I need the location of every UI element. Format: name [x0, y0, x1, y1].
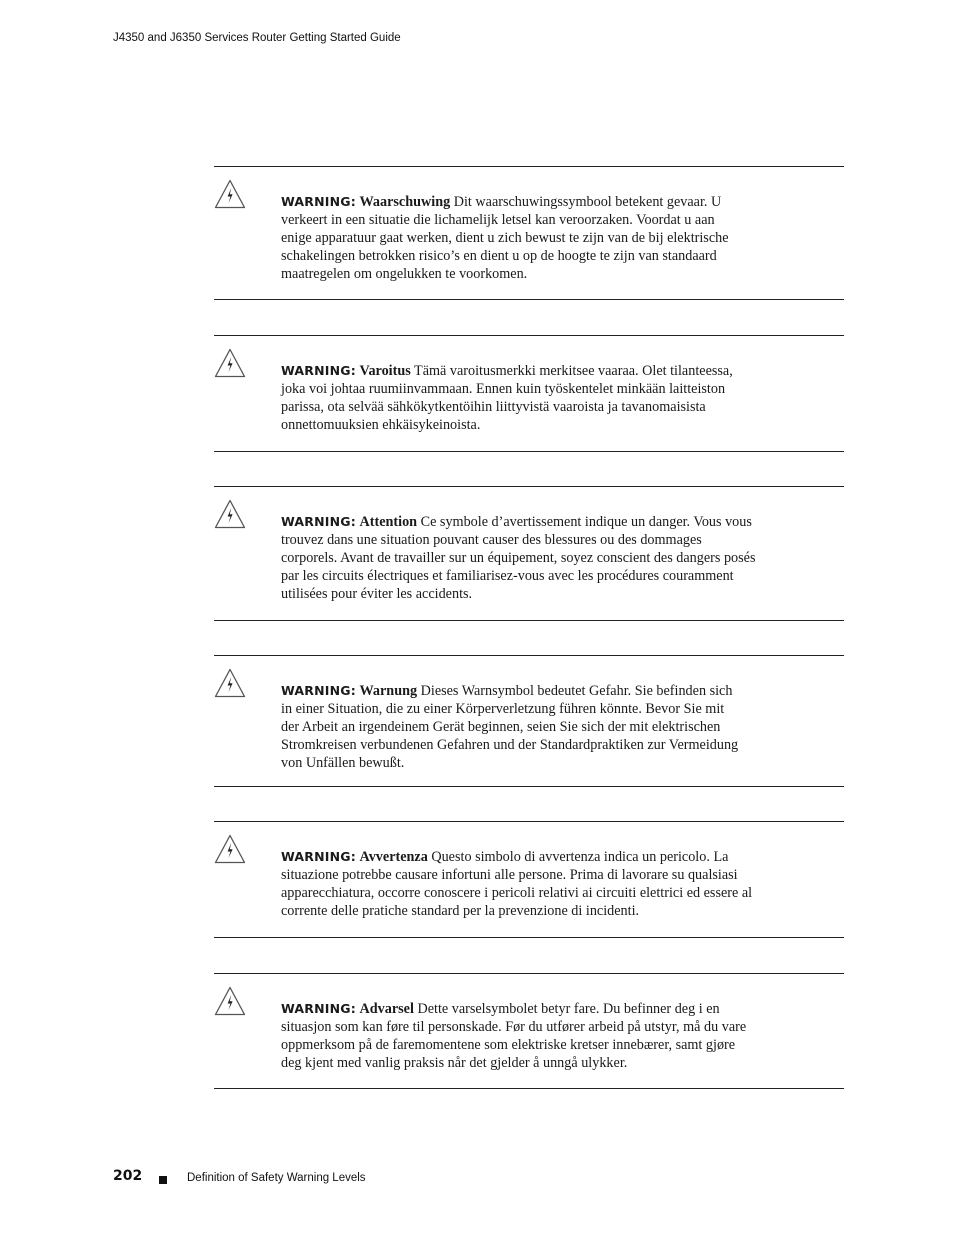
warning-language: Warnung	[359, 683, 418, 699]
warning-line: schakelingen betrokken risico’s en dient u op de hoogte te zijn van standaard	[281, 248, 717, 265]
page-number: 202	[113, 1168, 143, 1184]
warning-line: parissa, ota selvää sähkökytkentöihin liittyvistä vaaroista ja tavanomaisista	[281, 399, 706, 416]
warning-line: apparecchiatura, occorre conoscere i pericoli relativi ai circuiti elettrici ed essere al	[281, 885, 753, 902]
warning-box-finnish	[214, 335, 844, 452]
warning-label: WARNING:	[281, 683, 356, 698]
warning-box-dutch	[214, 166, 844, 300]
warning-line: Dit waarschuwingssymbool betekent gevaar. U	[450, 194, 722, 210]
warning-text	[281, 1000, 848, 1072]
warning-language: Waarschuwing	[359, 194, 451, 210]
footer-section-title: Definition of Safety Warning Levels	[187, 1172, 366, 1184]
warning-box-french	[214, 486, 844, 621]
warning-line: maatregelen om ongelukken te voorkomen.	[281, 266, 528, 283]
warning-language: Advarsel	[359, 1001, 414, 1017]
warning-language: Varoitus	[359, 363, 411, 379]
warning-line: Ce symbole d’avertissement indique un danger. Vous vous	[417, 514, 752, 530]
warning-line: in einer Situation, die zu einer Körperverletzung führen könnte. Bevor Sie mit	[281, 701, 725, 718]
warning-box-norwegian	[214, 973, 844, 1089]
electrical-hazard-icon	[214, 179, 246, 209]
warning-language: Avvertenza	[359, 849, 428, 865]
warning-line: der Arbeit an irgendeinem Gerät beginnen, seien Sie sich der mit elektrischen	[281, 719, 721, 736]
warning-text	[281, 513, 848, 603]
warning-label: WARNING:	[281, 363, 356, 378]
warning-line: par les circuits électriques et familiarisez-vous avec les procédures couramment	[281, 568, 734, 585]
running-header: J4350 and J6350 Services Router Getting Started Guide	[113, 32, 401, 44]
warning-line: joka voi johtaa ruumiinvammaan. Ennen kuin työskentelet minkään laitteiston	[281, 381, 726, 398]
warning-line: onnettomuuksien ehkäisykeinoista.	[281, 417, 481, 434]
square-bullet-icon	[159, 1176, 167, 1184]
warning-line: utilisées pour éviter les accidents.	[281, 586, 473, 603]
warning-line: Questo simbolo di avvertenza indica un pericolo. La	[427, 849, 729, 865]
warning-line: verkeert in een situatie die lichamelijk letsel kan veroorzaken. Voordat u aan	[281, 212, 715, 229]
warning-line: deg kjent med vanlig praksis når det gjelder å unngå ulykker.	[281, 1055, 628, 1072]
warning-language: Attention	[359, 514, 418, 530]
electrical-hazard-icon	[214, 834, 246, 864]
warning-text	[281, 848, 848, 920]
warning-line: oppmerksom på de faremomentene som elektriske kretser innebærer, samt gjøre	[281, 1037, 736, 1054]
electrical-hazard-icon	[214, 986, 246, 1016]
warning-box-italian	[214, 821, 844, 938]
warning-label: WARNING:	[281, 1001, 356, 1016]
warning-line: corporels. Avant de travailler sur un équipement, soyez conscient des dangers posés	[281, 550, 756, 567]
warning-label: WARNING:	[281, 514, 356, 529]
warning-box-german	[214, 655, 844, 787]
warning-line: situazione potrebbe causare infortuni alle persone. Prima di lavorare su qualsiasi	[281, 867, 738, 884]
warning-line: Stromkreisen verbundenen Gefahren und der Standardpraktiken zur Vermeidung	[281, 737, 739, 754]
warning-text	[281, 682, 848, 772]
electrical-hazard-icon	[214, 668, 246, 698]
warning-text	[281, 193, 848, 283]
warning-line: Dieses Warnsymbol bedeutet Gefahr. Sie befinden sich	[417, 683, 733, 699]
warning-line: trouvez dans une situation pouvant causer des blessures ou des dommages	[281, 532, 702, 549]
electrical-hazard-icon	[214, 499, 246, 529]
electrical-hazard-icon	[214, 348, 246, 378]
warning-line: von Unfällen bewußt.	[281, 755, 405, 772]
warning-line: Dette varselsymbolet betyr fare. Du befinner deg i en	[413, 1001, 720, 1017]
warning-line: Tämä varoitusmerkki merkitsee vaaraa. Olet tilanteessa,	[410, 363, 733, 379]
warning-label: WARNING:	[281, 849, 356, 864]
warning-text	[281, 362, 848, 434]
warning-line: corrente delle pratiche standard per la prevenzione di incidenti.	[281, 903, 640, 920]
warning-line: enige apparatuur gaat werken, dient u zich bewust te zijn van de bij elektrische	[281, 230, 729, 247]
warning-label: WARNING:	[281, 194, 356, 209]
warning-line: situasjon som kan føre til personskade. Før du utfører arbeid på utstyr, må du vare	[281, 1019, 747, 1036]
